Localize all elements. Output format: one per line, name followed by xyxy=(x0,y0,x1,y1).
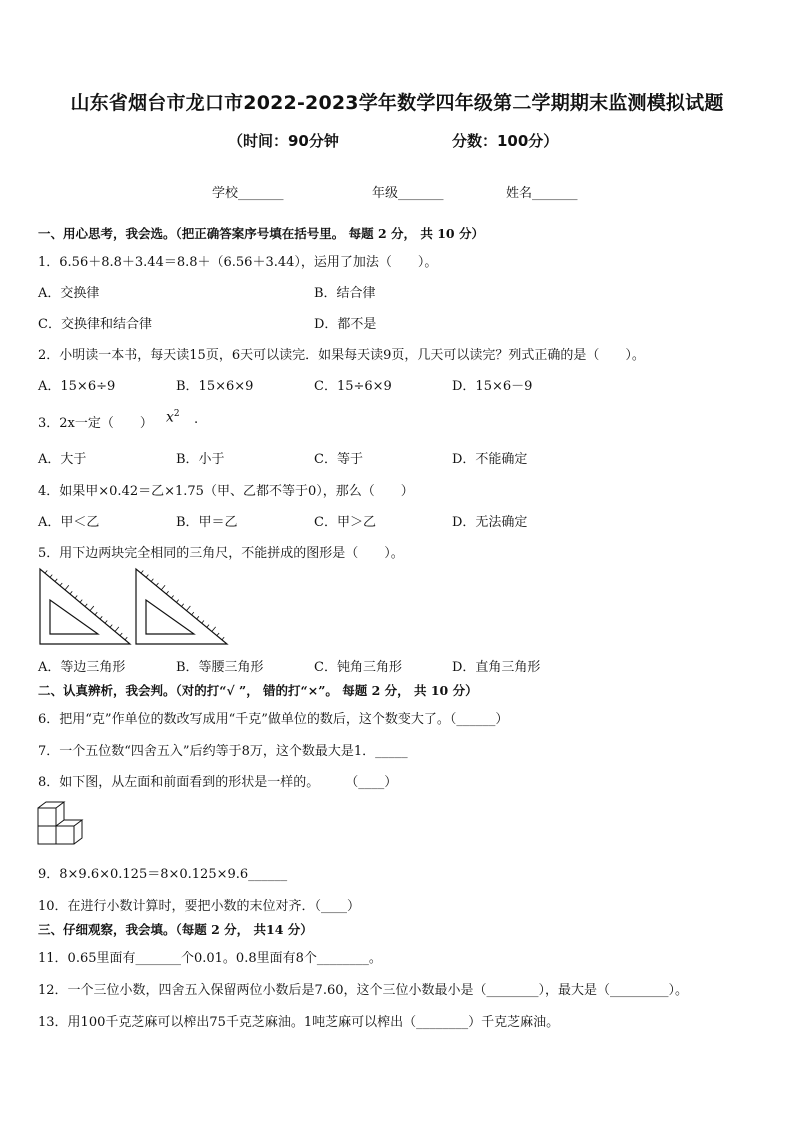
q8-text: 8．如下图，从左面和前面看到的形状是一样的。 （____） xyxy=(38,775,398,790)
cube-right-roof xyxy=(64,820,82,826)
q1-option-c[interactable]: C．交换律和结合律 xyxy=(38,317,152,332)
ruler-tick xyxy=(141,570,143,573)
q4-option-c[interactable]: C．甲＞乙 xyxy=(314,515,376,530)
ruler-tick xyxy=(80,600,82,603)
exam-title: 山东省烟台市龙口市2022-2023学年数学四年级第二学期期末监测模拟试题 xyxy=(70,92,724,114)
cube-top-front xyxy=(38,808,56,826)
q3-option-a[interactable]: A．大于 xyxy=(38,452,87,467)
ruler-tick xyxy=(146,575,148,578)
q1-option-a[interactable]: A．交换律 xyxy=(38,286,100,301)
set-square-right-cutout xyxy=(146,600,194,634)
ruler-tick xyxy=(197,616,199,619)
ruler-tick xyxy=(95,612,97,615)
ruler-tick xyxy=(85,604,87,607)
ruler-tick xyxy=(75,595,77,598)
ruler-tick xyxy=(187,606,191,611)
q13-text: 13．用100千克芝麻可以榨出75千克芝麻油。1吨芝麻可以榨出（________）千克芝麻油。 xyxy=(38,1015,560,1030)
exam-score: 分数：100分） xyxy=(452,132,559,150)
section2-heading: 二、认真辨析，我会判。（对的打“√ ”， 错的打“×”。 每题 2 分， 共 10 分） xyxy=(38,683,478,698)
ruler-tick xyxy=(50,575,52,578)
ruler-tick xyxy=(161,585,165,590)
ruler-tick xyxy=(55,579,57,582)
ruler-tick xyxy=(45,570,47,573)
ruler-tick xyxy=(156,583,158,586)
ruler-tick xyxy=(182,604,184,607)
q5-option-c[interactable]: C．钝角三角形 xyxy=(314,660,402,675)
ruler-tick xyxy=(100,616,102,619)
ruler-tick xyxy=(207,625,209,628)
q4-option-a[interactable]: A．甲＜乙 xyxy=(38,515,100,530)
ruler-tick xyxy=(212,627,216,632)
q2-option-d[interactable]: D．15×6－9 xyxy=(452,379,533,394)
q11-text: 11．0.65里面有_______个0.01。0.8里面有8个________。 xyxy=(38,951,382,966)
q2-stem: 2．小明读一本书，每天读15页，6天可以读完．如果每天读9页，几天可以读完？列式正确的是（ ）。 xyxy=(38,348,645,363)
ruler-tick xyxy=(90,606,94,611)
ruler-tick xyxy=(176,600,178,603)
q3-option-b[interactable]: B．小于 xyxy=(176,452,225,467)
ruler-tick xyxy=(125,637,127,640)
ruler-tick xyxy=(60,583,62,586)
exam-time: （时间：90分钟 xyxy=(228,132,339,150)
section1-heading: 一、用心思考，我会选。（把正确答案序号填在括号里。 每题 2 分， 共 10 分） xyxy=(38,226,484,241)
q5-stem: 5．用下边两块完全相同的三角尺，不能拼成的图形是（ ）。 xyxy=(38,546,404,561)
grade-field: 年级_______ xyxy=(372,186,444,201)
ruler-tick xyxy=(202,620,204,623)
q9-text: 9．8×9.6×0.125＝8×0.125×9.6______ xyxy=(38,867,288,882)
ruler-tick xyxy=(115,627,119,632)
ruler-tick xyxy=(120,633,122,636)
q2-option-a[interactable]: A．15×6÷9 xyxy=(38,379,116,394)
q4-option-b[interactable]: B．甲＝乙 xyxy=(176,515,238,530)
q2-option-b[interactable]: B．15×6×9 xyxy=(176,379,254,394)
q5-option-b[interactable]: B．等腰三角形 xyxy=(176,660,264,675)
ruler-tick xyxy=(217,633,219,636)
school-field: 学校_______ xyxy=(212,186,284,201)
q4-stem: 4．如果甲×0.42＝乙×1.75（甲、乙都不等于0），那么（ ） xyxy=(38,484,414,499)
q3-option-c[interactable]: C．等于 xyxy=(314,452,363,467)
q7-text: 7．一个五位数“四舍五入”后约等于8万，这个数最大是1．_____ xyxy=(38,744,408,759)
q2-option-c[interactable]: C．15÷6×9 xyxy=(314,379,392,394)
ruler-tick xyxy=(105,620,107,623)
ruler-tick xyxy=(151,579,153,582)
q5-option-d[interactable]: D．直角三角形 xyxy=(452,660,541,675)
q1-option-d[interactable]: D．都不是 xyxy=(314,317,377,332)
ruler-tick xyxy=(192,612,194,615)
cube-bottom-right xyxy=(56,826,74,844)
q12-text: 12．一个三位小数，四舍五入保留两位小数后是7.60，这个三位小数最小是（________），最大是（_________）。 xyxy=(38,983,688,998)
section3-heading: 三、仔细观察，我会填。（每题 2 分， 共14 分） xyxy=(38,922,313,937)
set-square-figure xyxy=(36,566,236,648)
ruler-tick xyxy=(70,591,72,594)
q3-x-squared: $x^2$ xyxy=(166,409,180,426)
q3-option-d[interactable]: D．不能确定 xyxy=(452,452,528,467)
ruler-tick xyxy=(222,637,224,640)
q1-option-b[interactable]: B．结合律 xyxy=(314,286,376,301)
name-field: 姓名_______ xyxy=(506,186,578,201)
q5-option-a[interactable]: A．等边三角形 xyxy=(38,660,126,675)
cube-top-roof xyxy=(38,802,64,808)
ruler-tick xyxy=(171,595,173,598)
q1-stem: 1．6.56＋8.8＋3.44＝8.8＋（6.56＋3.44），运用了加法（ ）。 xyxy=(38,255,438,270)
q3-stem: 3．2x一定（ ） xyxy=(38,416,153,431)
cube-bottom-left xyxy=(38,826,56,844)
q10-text: 10．在进行小数计算时，要把小数的末位对齐．（____） xyxy=(38,899,361,914)
ruler-tick xyxy=(110,625,112,628)
q4-option-d[interactable]: D．无法确定 xyxy=(452,515,528,530)
ruler-tick xyxy=(65,585,69,590)
ruler-tick xyxy=(166,591,168,594)
q3-stem-tail: . xyxy=(194,412,199,427)
cube-stack-figure xyxy=(36,800,92,848)
q6-text: 6．把用“克”作单位的数改写成用“千克”做单位的数后，这个数变大了。（______） xyxy=(38,712,509,727)
set-square-left-cutout xyxy=(50,600,98,634)
